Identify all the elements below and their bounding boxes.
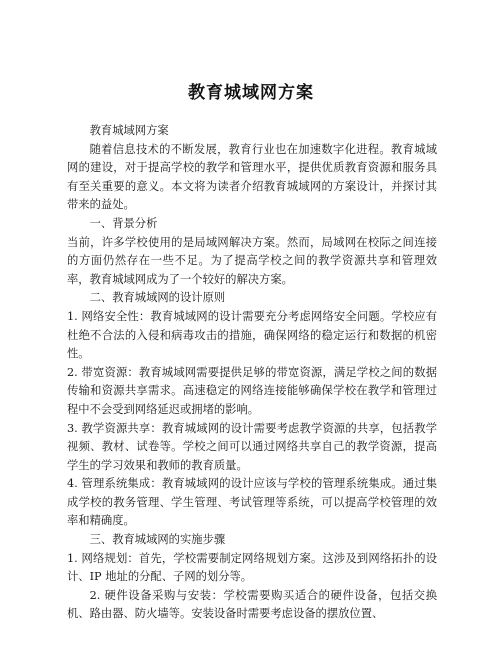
section-heading-background: 一、背景分析 [89, 216, 158, 230]
paragraph-intro: 随着信息技术的不断发展，教育行业也在加速数字化进程。教育城域网的建设，对于提高学校的教学和管理水平，提供优质教育资源和服务具有至关重要的意义。本文将为读者介绍教育城域网的方案设计，并探讨其带来的益处。 [67, 142, 437, 212]
document-body [67, 122, 437, 624]
list-item-hardware: 2. 硬件设备采购与安装：学校需要购买适合的硬件设备，包括交换机、路由器、防火墙等。安装设备时需要考虑设备的摆放位置、 [67, 588, 437, 621]
list-item-network-security: 1. 网络安全性：教育城域网的设计需要充分考虑网络安全问题。学校应有杜绝不合法的入侵和病毒攻击的措施，确保网络的稳定运行和数据的机密性。 [67, 309, 437, 361]
list-item-management-integration: 4. 管理系统集成：教育城域网的设计应该与学校的管理系统集成。通过集成学校的教务管理、学生管理、考试管理等系统，可以提高学校管理的效率和精确度。 [67, 477, 437, 528]
list-item-bandwidth: 2. 带宽资源：教育城域网需要提供足够的带宽资源，满足学校之间的数据传输和资源共享需求。高速稳定的网络连接能够确保学校在教学和管理过程中不会受到网络延迟或拥堵的影响。 [67, 365, 437, 416]
paragraph-background: 当前，许多学校使用的是局域网解决方案。然而，局域网在校际之间连接的方面仍然存在一些不足。为了提高学校之间的教学资源共享和管理效率，教育城域网成为了一个较好的解决方案。 [67, 235, 437, 286]
list-item-network-planning: 1. 网络规划：首先，学校需要制定网络规划方案。这涉及到网络拓扑的设计、IP 地址的分配、子网的划分等。 [67, 551, 437, 584]
section-heading-principles: 二、教育城域网的设计原则 [89, 291, 226, 305]
paragraph-doc-name: 教育城域网方案 [89, 124, 169, 137]
page-title: 教育城域网方案 [188, 83, 314, 103]
section-heading-implementation: 三、教育城域网的实施步骤 [89, 533, 226, 547]
list-item-resource-sharing: 3. 教学资源共享：教育城域网的设计需要考虑教学资源的共享，包括教学视频、教材、试卷等。学校之间可以通过网络共享自己的教学资源，提高学生的学习效果和教师的教育质量。 [67, 421, 437, 472]
